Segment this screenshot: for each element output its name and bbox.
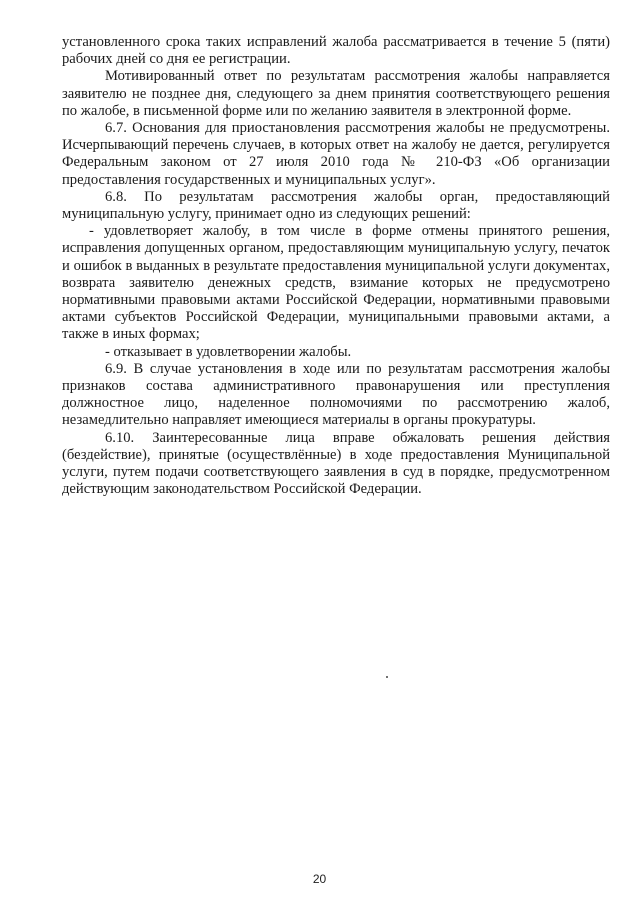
- stray-dot-mark: [386, 676, 388, 678]
- paragraph-6-9: 6.9. В случае установления в ходе или по результатам рассмотрения жалобы признаков состава административного правонарушения или преступления должностное лицо, наделенное полномочиями по рассмотрению жалоб, незамедлительно направляет имеющиеся материалы в органы прокуратуры.: [62, 360, 610, 429]
- paragraph-decision-refuse: - отказывает в удовлетворении жалобы.: [105, 343, 352, 360]
- paragraph-6-7: 6.7. Основания для приостановления рассмотрения жалобы не предусмотрены. Исчерпывающий перечень случаев, в которых ответ на жалобу не дается, регулируется Федеральным законом от 27 июля 2010 года № 210-ФЗ «Об организации предоставления государственных и муниципальных услуг».: [62, 120, 610, 188]
- document-body: [62, 34, 610, 498]
- paragraph-reasoned-response: Мотивированный ответ по результатам рассмотрения жалобы направляется заявителю не позднее дня, следующего за днем принятия соответствующего решения по жалобе, в письменной форме или по желанию заявителя в электронной форме.: [62, 68, 610, 119]
- paragraph-decision-satisfy: - удовлетворяет жалобу, в том числе в форме отмены принятого решения, исправления допущенных органом, предоставляющим муниципальную услугу, печаток и ошибок в выданных в результате предоставления муниципальной услуги документах, возврата заявителю денежных средств, взимание которых не предусмотрено нормативными правовыми актами Российской Федерации, нормативными правовыми актами субъектов Российской Федерации, муниципальными правовыми актами, а также в иных формах;: [62, 223, 610, 343]
- paragraph-review-term-continuation: установленного срока таких исправлений жалоба рассматривается в течение 5 (пяти) рабочих дней со дня ее регистрации.: [62, 34, 610, 68]
- paragraph-6-8: 6.8. По результатам рассмотрения жалобы орган, предоставляющий муниципальную услугу, принимает одно из следующих решений:: [62, 188, 610, 223]
- page-number: 20: [312, 872, 327, 886]
- paragraph-6-10: 6.10. Заинтересованные лица вправе обжаловать решения действия (бездействие), принятые (осуществлённые) в ходе предоставления Муниципальной услуги, путем подачи соответствующего заявления в суд в порядке, предусмотренном действующим законодательством Российской Федерации.: [62, 429, 610, 498]
